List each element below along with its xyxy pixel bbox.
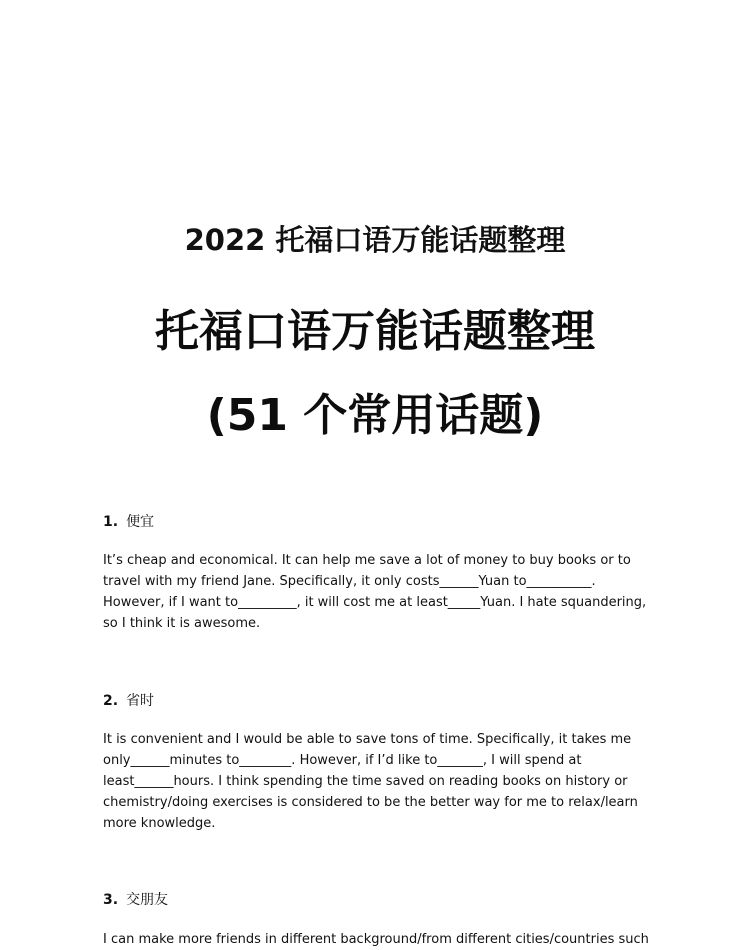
section-3-heading: [103, 890, 168, 910]
section-1-heading: [103, 512, 154, 532]
section-3-number: 3.: [103, 892, 119, 908]
paragraph-line: so I think it is awesome.: [103, 616, 261, 631]
paragraph-line: travel with my friend Jane. Specifically, it only costs______Yuan to__________.: [103, 574, 596, 589]
paragraph-line: It is convenient and I would be able to save tons of time. Specifically, it takes me: [103, 732, 632, 747]
section-1-paragraph: [103, 550, 673, 634]
paragraph-line: least______hours. I think spending the time saved on reading books on history or: [103, 774, 628, 789]
section-2-title: 省时: [126, 693, 155, 709]
section-2-number: 2.: [103, 693, 119, 709]
paragraph-line: more knowledge.: [103, 816, 216, 831]
section-1-title: 便宜: [126, 514, 155, 530]
section-2-paragraph: [103, 729, 673, 834]
section-3-title: 交朋友: [126, 892, 169, 908]
document-title-line-2: (51 个常用话题): [206, 390, 544, 441]
section-3-paragraph: [103, 929, 673, 950]
paragraph-line: chemistry/doing exercises is considered to be the better way for me to relax/learn: [103, 795, 638, 810]
section-1-number: 1.: [103, 514, 119, 530]
paragraph-line: It’s cheap and economical. It can help me save a lot of money to buy books or to: [103, 553, 631, 568]
document-title-line-1: 托福口语万能话题整理: [155, 306, 595, 357]
section-2-heading: [103, 691, 154, 711]
document-subtitle: 2022 托福口语万能话题整理: [184, 223, 566, 257]
paragraph-line: only______minutes to________. However, if I’d like to_______, I will spend at: [103, 753, 582, 768]
paragraph-line: However, if I want to_________, it will cost me at least_____Yuan. I hate squandering,: [103, 595, 647, 610]
paragraph-line: I can make more friends in different background/from different cities/countries such: [103, 932, 649, 947]
